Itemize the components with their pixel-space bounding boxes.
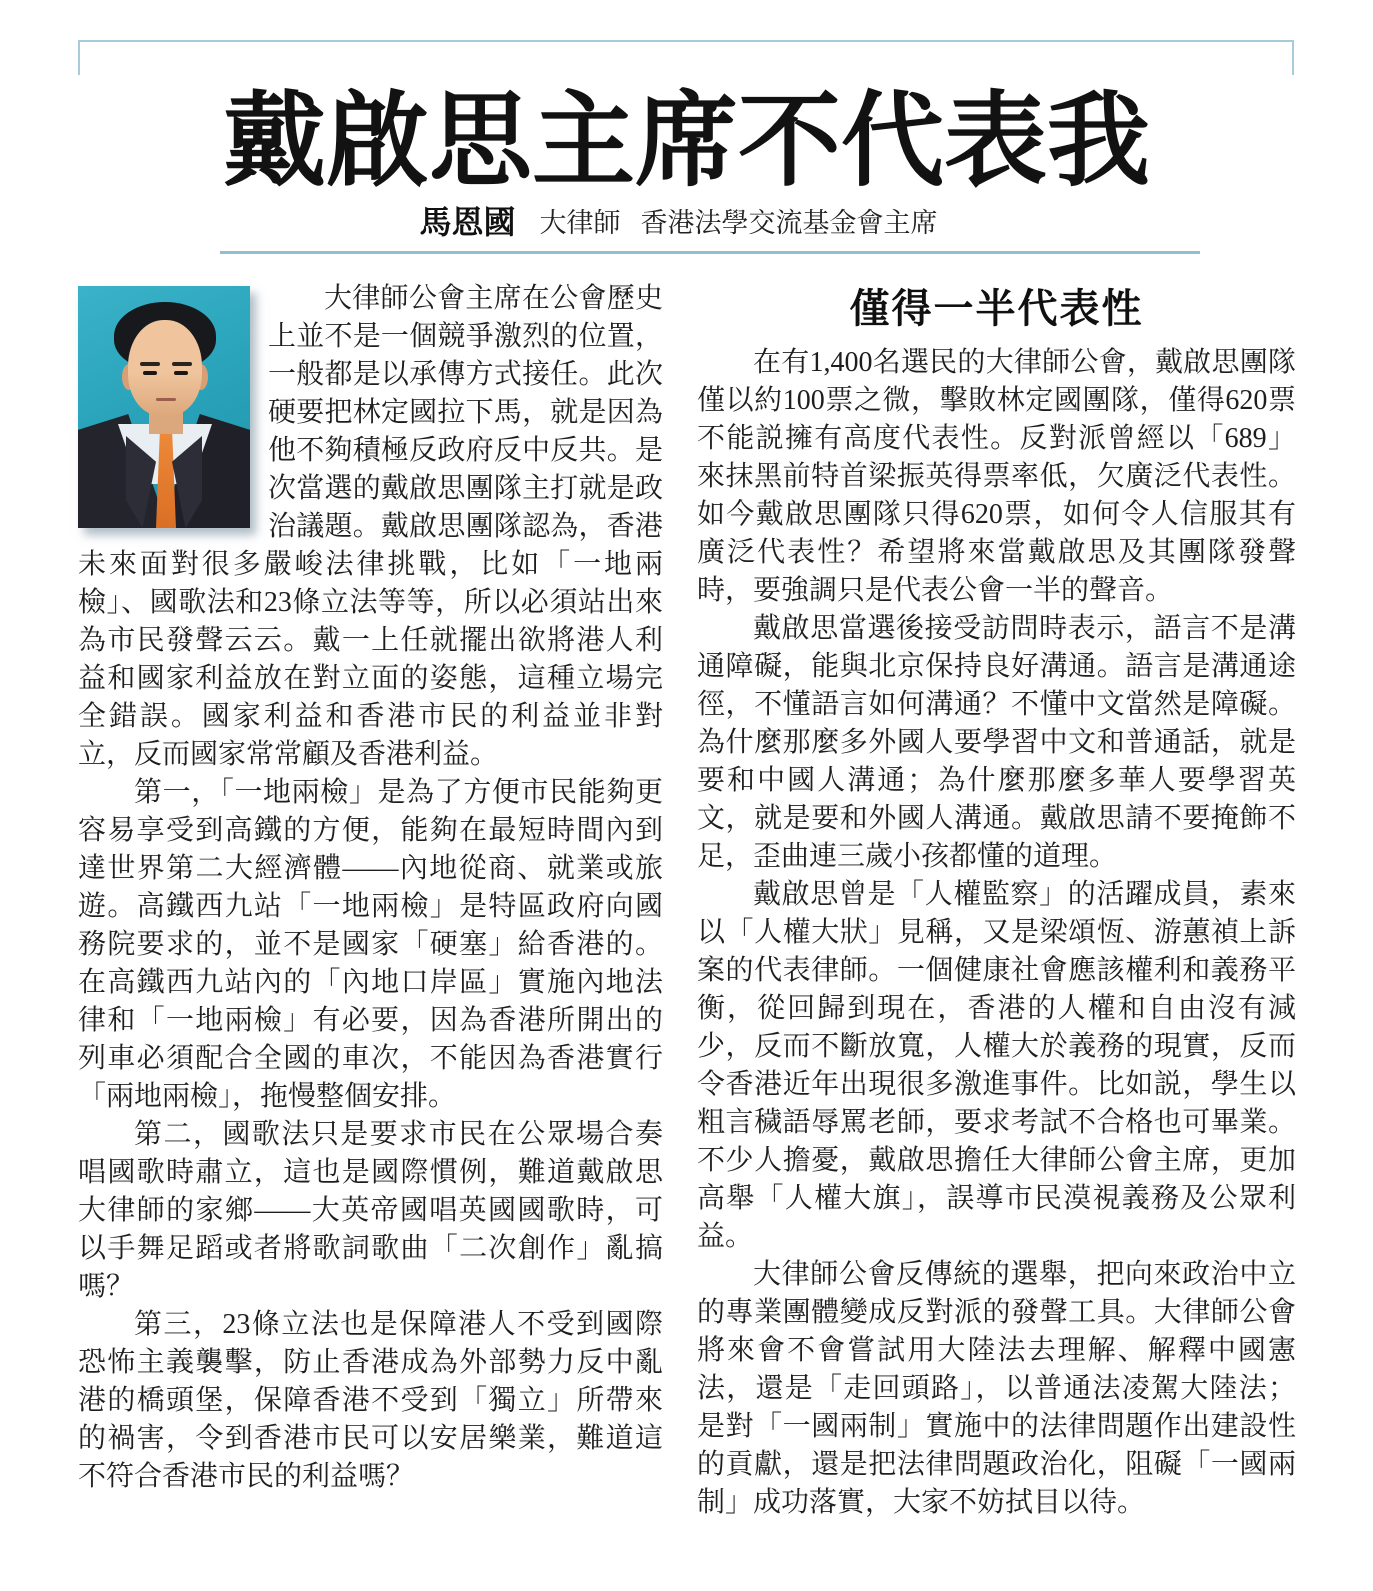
paragraph-point-two: 第二，國歌法只是要求市民在公眾場合奏唱國歌時肅立，這也是國際慣例，難道戴啟思大律師的家鄉——大英帝國唱英國國歌時，可以手舞足蹈或者將歌詞歌曲「二次創作」亂搞嗎？ [78, 1119, 663, 1302]
author-title-foundation-chairman: 香港法學交流基金會主席 [640, 207, 938, 238]
paragraph-conclusion: 大律師公會反傳統的選舉，把向來政治中立的專業團體變成反對派的發聲工具。大律師公會將來會不會嘗試用大陸法去理解、解釋中國憲法，還是「走回頭路」，以普通法凌駕大陸法；是對「一國兩制」實施中的法律問題作出建設性的貢獻，還是把法律問題政治化，阻礙「一國兩制」成功落實，大家不妨拭目以待。 [697, 1259, 1296, 1518]
byline [0, 197, 1373, 243]
article-headline: 戴啟思主席不代表我 [223, 85, 1150, 199]
paragraph-representativeness: 在有1,400名選民的大律師公會，戴啟思團隊僅以約100票之微，擊敗林定國團隊，僅得620票不能説擁有高度代表性。反對派曾經以「689」來抹黑前特首梁振英得票率低，欠廣泛代表性。如今戴啟思團隊只得620票，如何令人信服其有廣泛代表性？希望將來當戴啟思及其團隊發聲時，要強調只是代表公會一半的聲音。 [697, 347, 1296, 606]
portrait-photo [78, 286, 250, 528]
portrait-face [128, 320, 202, 416]
portrait-eye-left [143, 371, 157, 375]
right-column [697, 280, 1296, 1522]
left-column [78, 280, 663, 1522]
portrait-eyebrow-left [140, 362, 160, 366]
paragraph-human-rights: 戴啟思曾是「人權監察」的活躍成員，素來以「人權大狀」見稱，又是梁頌恆、游蕙禎上訴案的代表律師。一個健康社會應該權利和義務平衡，從回歸到現在，香港的人權和自由沒有減少，反而不斷放寬，人權大於義務的現實，反而令香港近年出現很多激進事件。比如説，學生以粗言穢語辱罵老師，要求考試不合格也可畢業。不少人擔憂，戴啟思擔任大律師公會主席，更加高舉「人權大旗」，誤導市民漠視義務及公眾利益。 [697, 879, 1296, 1252]
article-body [78, 280, 1296, 1522]
paragraph-language: 戴啟思當選後接受訪問時表示，語言不是溝通障礙，能與北京保持良好溝通。語言是溝通途徑，不懂語言如何溝通？不懂中文當然是障礙。為什麼那麼多外國人要學習中文和普通話，就是要和中國人溝通；為什麼那麼多華人要學習英文，就是要和外國人溝通。戴啟思請不要掩飾不足，歪曲連三歲小孩都懂的道理。 [697, 613, 1296, 872]
author-title-barrister: 大律師 [539, 207, 621, 238]
paragraph-point-three: 第三，23條立法也是保障港人不受到國際恐怖主義襲擊，防止香港成為外部勢力反中亂港的橋頭堡，保障香港不受到「獨立」所帶來的禍害，令到香港市民可以安居樂業，難道這不符合香港市民的利益嗎？ [78, 1309, 663, 1492]
paragraph-point-one: 第一，「一地兩檢」是為了方便市民能夠更容易享受到高鐵的方便，能夠在最短時間內到達世界第二大經濟體——內地從商、就業或旅遊。高鐵西九站「一地兩檢」是特區政府向國務院要求的，並不是國家「硬塞」給香港的。在高鐵西九站內的「內地口岸區」實施內地法律和「一地兩檢」有必要，因為香港所開出的列車必須配合全國的車次，不能因為香港實行「兩地兩檢」，拖慢整個安排。 [78, 777, 663, 1112]
portrait-eyebrow-right [172, 362, 192, 366]
author-name: 馬恩國 [419, 204, 516, 240]
paragraph-intro: 大律師公會主席在公會歷史上並不是一個競爭激烈的位置，一般都是以承傳方式接任。此次硬要把林定國拉下馬，就是因為他不夠積極反政府反中反共。是次當選的戴啟思團隊主打就是政治議題。戴啟思團隊認為，香港未來面對很多嚴峻法律挑戰，比如「一地兩檢」、國歌法和23條立法等等，所以必須站出來為市民發聲云云。戴一上任就擺出欲將港人利益和國家利益放在對立面的姿態，這種立場完全錯誤。國家利益和香港市民的利益並非對立，反而國家常常顧及香港利益。 [78, 283, 663, 770]
portrait-mouth [156, 398, 176, 401]
byline-underline [220, 251, 1200, 254]
section-heading: 僅得一半代表性 [849, 287, 1144, 331]
portrait-eye-right [174, 371, 188, 375]
